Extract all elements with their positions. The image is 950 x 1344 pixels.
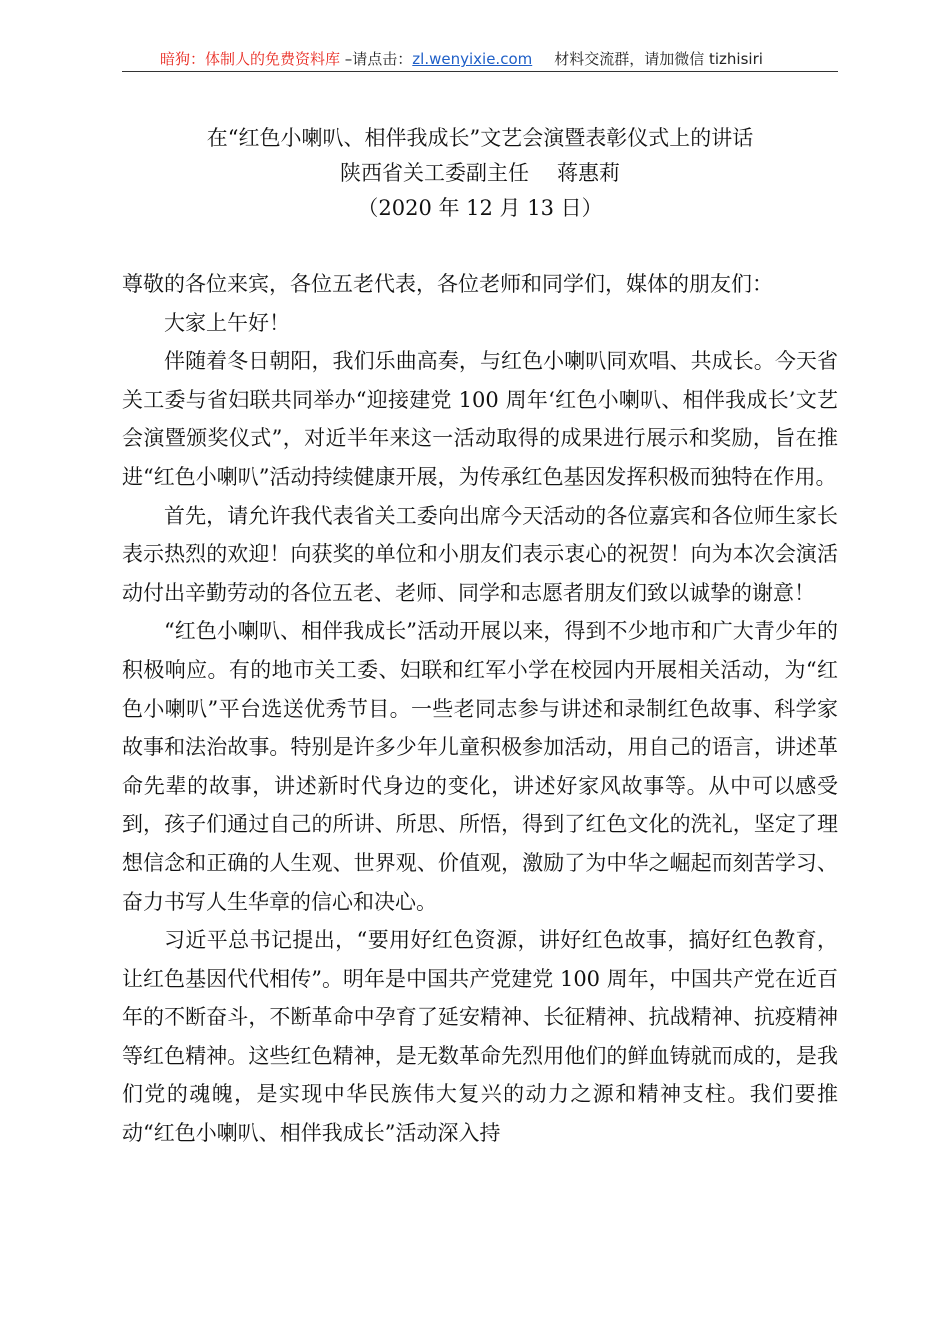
paragraph-greeting: 大家上午好！	[164, 310, 290, 335]
document-title: 在“红色小喇叭、相伴我成长”文艺会演暨表彰仪式上的讲话	[206, 126, 754, 150]
header-link[interactable]: zl.wenyixie.com	[412, 50, 533, 68]
page-header	[122, 46, 838, 72]
paragraph-intro: 伴随着冬日朝阳，我们乐曲高奏，与红色小喇叭同欢唱、共成长。今天省关工委与省妇联共同举办“迎接建党 100 周年‘红色小喇叭、相伴我成长’文艺会演暨颁奖仪式”，对近半年来这一活动取得的成果进行展示和奖励，旨在推进“红色小喇叭”活动持续健康开展，为传承红色基因发挥积极而独特在作用。	[122, 349, 838, 489]
document-date: （2020 年 12 月 13 日）	[357, 196, 603, 220]
speech-body	[122, 265, 838, 1153]
header-wechat-note: 材料交流群，请加微信 tizhisiri	[554, 50, 763, 68]
paragraph-achievements: “红色小喇叭、相伴我成长”活动开展以来，得到不少地市和广大青少年的积极响应。有的地市关工委、妇联和红军小学在校园内开展相关活动，为“红色小喇叭”平台选送优秀节目。一些老同志参与讲述和录制红色故事、科学家故事和法治故事。特别是许多少年儿童积极参加活动，用自己的语言，讲述革命先辈的故事，讲述新时代身边的变化，讲述好家风故事等。从中可以感受到，孩子们通过自己的所讲、所思、所悟，得到了红色文化的洗礼，坚定了理想信念和正确的人生观、世界观、价值观，激励了为中华之崛起而刻苦学习、奋力书写人生华章的信心和决心。	[122, 619, 838, 914]
salutation: 尊敬的各位来宾，各位五老代表，各位老师和同学们，媒体的朋友们：	[122, 272, 773, 296]
header-brand: 暗狗：体制人的免费资料库	[160, 50, 341, 68]
author-name: 蒋惠莉	[557, 161, 620, 185]
author-line	[122, 156, 838, 191]
title-block	[122, 121, 838, 226]
header-divider	[122, 71, 838, 72]
author-role: 陕西省关工委副主任	[340, 161, 529, 185]
header-prompt: –请点击：	[340, 50, 413, 68]
paragraph-welcome: 首先，请允许我代表省关工委向出席今天活动的各位嘉宾和各位师生家长表示热烈的欢迎！向获奖的单位和小朋友们表示衷心的祝贺！向为本次会演活动付出辛勤劳动的各位五老、老师、同学和志愿者朋友们致以诚挚的谢意！	[122, 503, 838, 605]
paragraph-red-spirit: 习近平总书记提出，“要用好红色资源，讲好红色故事，搞好红色教育，让红色基因代代相传”。明年是中国共产党建党 100 周年，中国共产党在近百年的不断奋斗，不断革命中孕育了延安精神、长征精神、抗战精神、抗疫精神等红色精神。这些红色精神，是无数革命先烈用他们的鲜血铸就而成的，是我们党的魂魄，是实现中华民族伟大复兴的动力之源和精神支柱。我们要推动“红色小喇叭、相伴我成长”活动深入持	[122, 928, 838, 1146]
